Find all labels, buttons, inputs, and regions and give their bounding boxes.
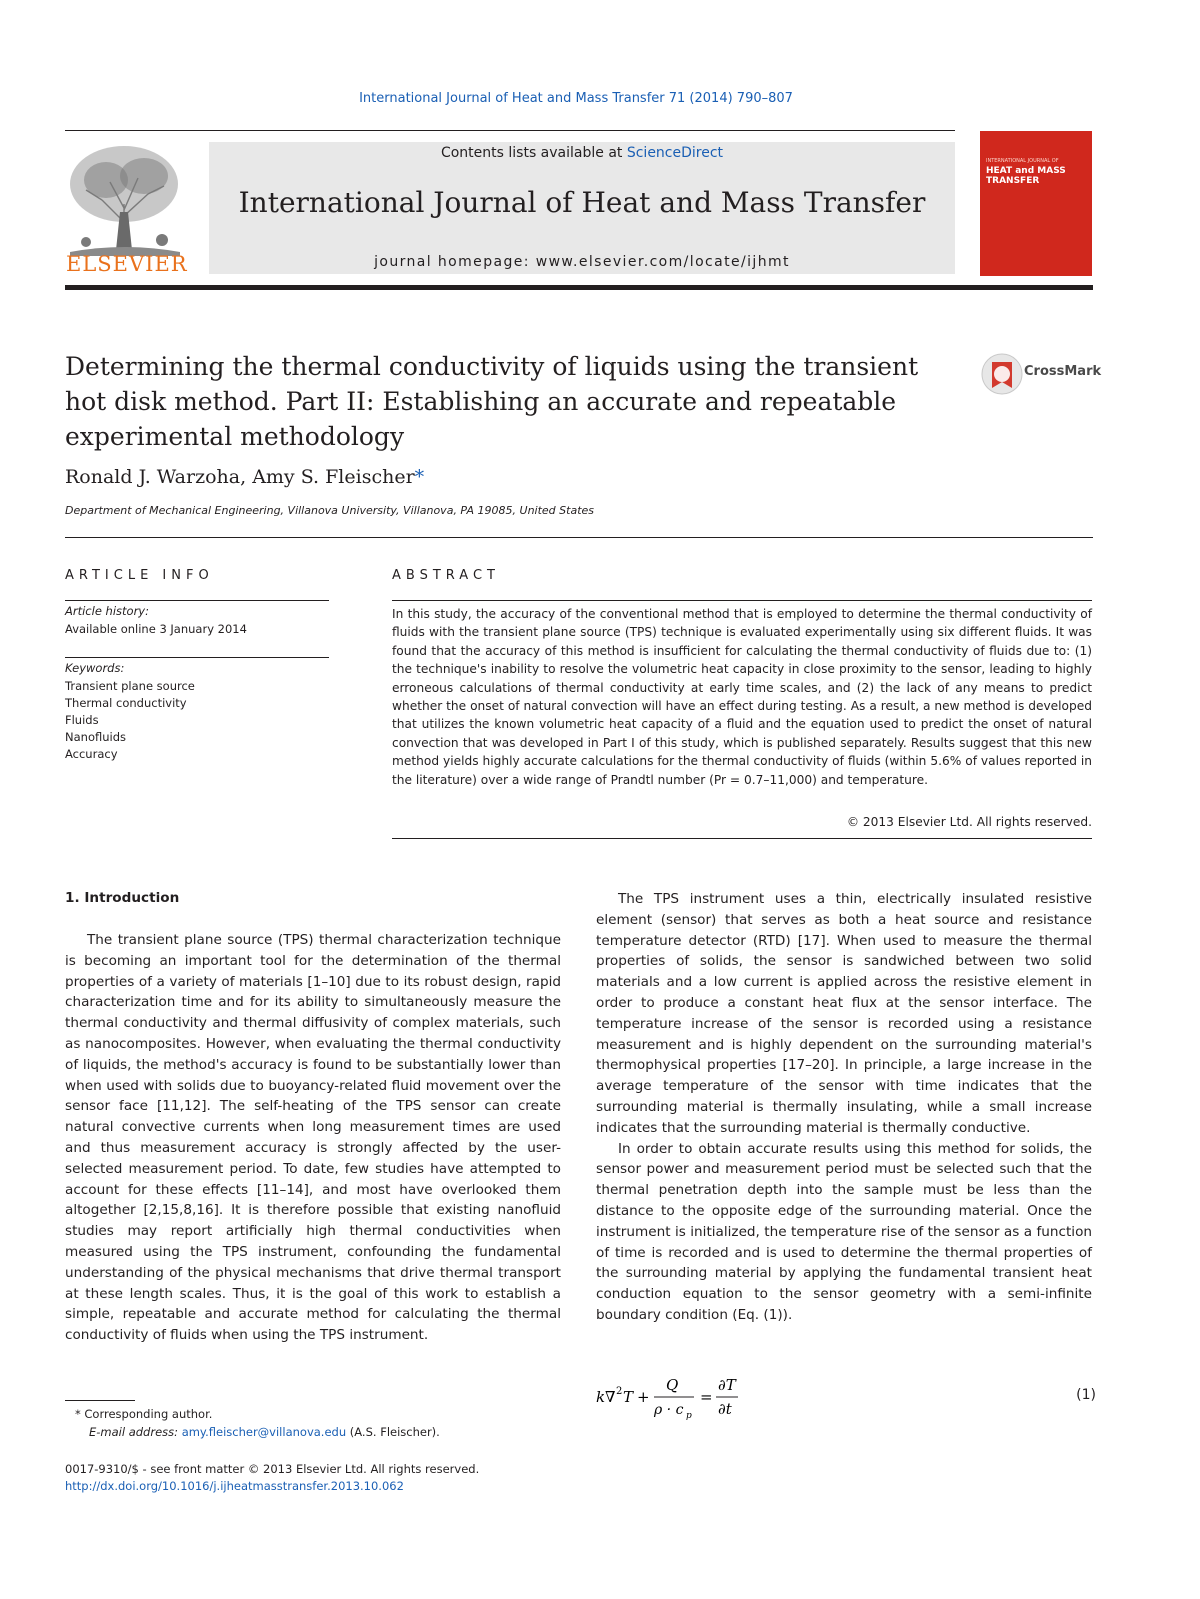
equation-1 bbox=[596, 1374, 1096, 1420]
author-list bbox=[65, 466, 424, 488]
svg-text:p: p bbox=[686, 1411, 692, 1420]
keyword: Fluids bbox=[65, 713, 99, 727]
crossmark-label: CrossMark bbox=[1024, 364, 1102, 379]
divider-rule bbox=[65, 537, 1093, 538]
body-paragraph: In order to obtain accurate results using this method for solids, the sensor power and measurement period must be selected such that the thermal penetration depth into the sample must be less than the distance to the opposite edge of the surrounding material. Once the instrument is initialized, the temperature rise of the sensor as a function of time is recorded and is used to determine the thermal properties of the surrounding material by applying the fundamental transient heat conduction equation to the sensor geometry with a semi-infinite boundary condition (Eq. (1)). bbox=[596, 1140, 1092, 1323]
body-paragraph: The TPS instrument uses a thin, electrically insulated resistive element (sensor) that serves as both a heat source and resistance temperature detector (RTD) [17]. When used to measure the thermal properties of solids, the sensor is sandwiched between two solid materials and a low current is applied across the resistive element in order to produce a constant heat flux at the sensor interface. The temperature increase of the sensor is recorded using a resistance measurement and is highly dependent on the surrounding material's thermophysical properties [17–20]. In principle, a large increase in the average temperature of the sensor with time indicates that the surrounding material is thermally insulating, while a small increase indicates that the surrounding material is thermally conductive. bbox=[596, 891, 1092, 1136]
contents-prefix: Contents lists available at bbox=[440, 145, 627, 161]
abstract-text: In this study, the accuracy of the conventional method that is employed to determine the thermal conductivity of fluids with the transient plane source (TPS) technique is evaluated experimentally using six different fluids. It was found that the accuracy of this method is insufficient for calculating the thermal conductivity of fluids due to: (1) the technique's inability to resolve the volumetric heat capacity in close proximity to the sensor, leading to highly erroneous calculations of thermal conductivity at early time scales, and (2) the lack of any means to predict whether the onset of natural convection will have an effect during testing. As a result, a new method is developed that utilizes the known volumetric heat capacity of a fluid and the equation used to predict the onset of natural convection that was developed in Part I of this study, which is published separately. Results suggest that this new method yields highly accurate calculations for the thermal conductivity of fluids (within 5.6% of values reported in the literature) over a wide range of Prandtl number (Pr = 0.7–11,000) and temperature. bbox=[392, 607, 1092, 787]
corresponding-author-mark[interactable]: * bbox=[414, 466, 425, 488]
email-link[interactable]: amy.fleischer@villanova.edu bbox=[181, 1425, 347, 1439]
left-column bbox=[65, 930, 561, 1346]
corresponding-author-note: * Corresponding author. bbox=[75, 1407, 213, 1421]
svg-text:ρ · c: ρ · c bbox=[654, 1402, 684, 1418]
keyword: Nanofluids bbox=[65, 730, 126, 744]
crossmark-badge[interactable] bbox=[980, 352, 1102, 396]
crossmark-icon bbox=[980, 352, 1024, 396]
journal-cover[interactable] bbox=[980, 131, 1092, 276]
keyword: Transient plane source bbox=[65, 679, 195, 693]
abstract-heading: ABSTRACT bbox=[392, 568, 500, 583]
keyword: Thermal conductivity bbox=[65, 696, 187, 710]
elsevier-wordmark: ELSEVIER bbox=[66, 252, 188, 276]
abstract-bottom-rule bbox=[392, 838, 1092, 839]
masthead-top-rule bbox=[65, 130, 955, 131]
footnote-rule bbox=[65, 1400, 135, 1401]
journal-title: International Journal of Heat and Mass Transfer bbox=[238, 186, 926, 219]
svg-text:∂T: ∂T bbox=[718, 1376, 736, 1394]
sciencedirect-link[interactable]: ScienceDirect bbox=[626, 145, 724, 161]
abstract-rule bbox=[392, 600, 1092, 601]
svg-text:∇: ∇ bbox=[605, 1388, 616, 1406]
authors: Ronald J. Warzoha, Amy S. Fleischer bbox=[65, 466, 415, 488]
svg-text:T: T bbox=[623, 1388, 634, 1406]
keyword: Accuracy bbox=[65, 747, 118, 761]
equation-1-formula bbox=[596, 1374, 766, 1420]
body-paragraph: The transient plane source (TPS) thermal characterization technique is becoming an important tool for the determination of the thermal properties of a variety of materials [1–10] due to its robust design, rapid characterization time and for its ability to simultaneously measure the thermal conductivity and thermal diffusivity of complex materials, such as nanocomposites. However, when evaluating the thermal conductivity of liquids, the method's accuracy is found to be substantially lower than when used with solids due to buoyancy-related fluid movement over the sensor face [11,12]. The self-heating of the TPS sensor can create natural convective currents when long measurement times are used and thus measurement accuracy is strongly affected by the user-selected measurement period. To date, few studies have attempted to account for these effects [11–14], and most have overlooked them altogether [2,15,8,16]. It is therefore possible that existing nanofluid studies may report artificially high thermal conductivities when measured using the TPS instrument, confounding the fundamental understanding of the physical mechanisms that drive thermal transport at these length scales. Thus, it is the goal of this work to establish a simple, repeatable and accurate method for calculating the thermal conductivity of fluids when using the TPS instrument. bbox=[65, 932, 561, 1344]
keywords-label: Keywords: bbox=[65, 661, 125, 675]
email-label: E-mail address: bbox=[89, 1425, 182, 1439]
journal-homepage[interactable]: journal homepage: www.elsevier.com/locate/ijhmt bbox=[374, 254, 790, 270]
contents-line bbox=[209, 145, 955, 161]
paper-title-line: hot disk method. Part II: Establishing an accurate and repeatable bbox=[65, 387, 897, 416]
paper-title-line: Determining the thermal conductivity of liquids using the transient bbox=[65, 352, 919, 381]
right-column bbox=[596, 889, 1092, 1326]
svg-text:Q: Q bbox=[666, 1376, 679, 1394]
svg-text:k: k bbox=[596, 1388, 606, 1406]
equation-number: (1) bbox=[1076, 1387, 1096, 1403]
paper-title bbox=[65, 349, 945, 454]
svg-text:2: 2 bbox=[616, 1386, 623, 1397]
journal-cover-title: HEAT and MASS TRANSFER bbox=[986, 166, 1066, 186]
article-history-label: Article history: bbox=[65, 604, 149, 618]
doi-link[interactable]: http://dx.doi.org/10.1016/j.ijheatmasstransfer.2013.10.062 bbox=[65, 1479, 404, 1493]
journal-citation[interactable]: International Journal of Heat and Mass Transfer 71 (2014) 790–807 bbox=[359, 91, 793, 106]
journal-cover-subtitle: INTERNATIONAL JOURNAL OF bbox=[986, 158, 1059, 164]
keywords-rule bbox=[65, 657, 329, 658]
email-note bbox=[89, 1423, 440, 1441]
svg-text:=: = bbox=[700, 1388, 713, 1406]
masthead-bottom-rule bbox=[65, 285, 1093, 290]
section-heading: 1. Introduction bbox=[65, 890, 180, 906]
abstract-copyright: © 2013 Elsevier Ltd. All rights reserved. bbox=[846, 815, 1092, 829]
keywords-list bbox=[65, 678, 195, 763]
email-suffix: (A.S. Fleischer). bbox=[346, 1425, 440, 1439]
article-info-rule bbox=[65, 600, 329, 601]
affiliation: Department of Mechanical Engineering, Villanova University, Villanova, PA 19085, United States bbox=[65, 504, 595, 517]
article-history-value: Available online 3 January 2014 bbox=[65, 622, 247, 636]
svg-text:∂t: ∂t bbox=[718, 1400, 732, 1418]
svg-text:+: + bbox=[637, 1388, 650, 1406]
article-info-heading: ARTICLE INFO bbox=[65, 568, 214, 583]
paper-title-line: experimental methodology bbox=[65, 422, 405, 451]
issn-line: 0017-9310/$ - see front matter © 2013 Elsevier Ltd. All rights reserved. bbox=[65, 1462, 480, 1476]
